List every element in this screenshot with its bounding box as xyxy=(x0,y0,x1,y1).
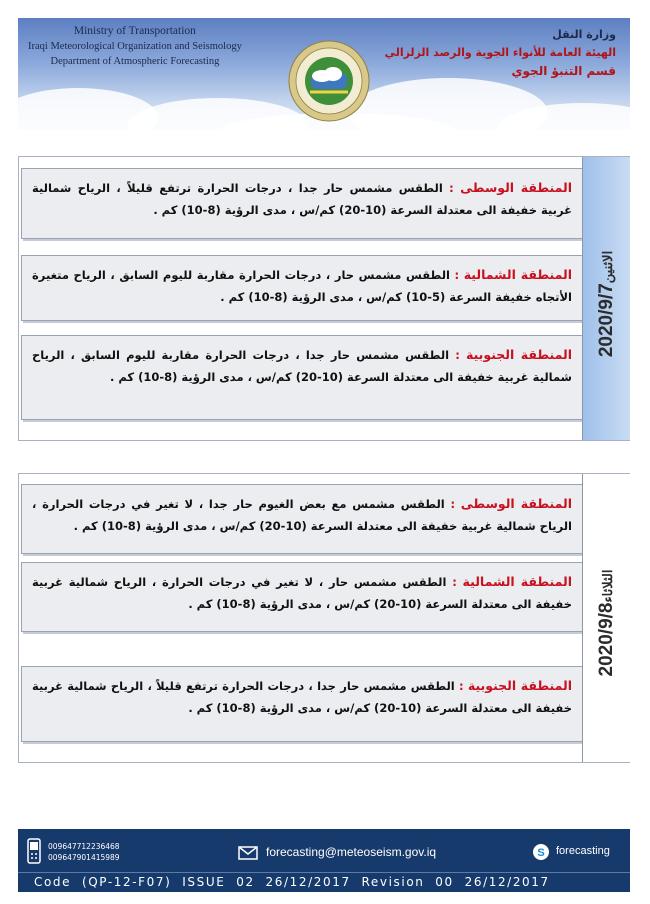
forecast-text: الطقس مشمس حار جدا ، درجات الحرارة ترتفع قليلاً ، الرياح شمالية غربية خفيفة الى معتدلة السرعة (10-20) كم/س ، مدى الرؤية (8-10) كم . xyxy=(32,679,572,715)
forecast-text: الطقس مشمس حار جدا ، درجات الحرارة مقاربة لليوم السابق ، الرياح شمالية غربية خفيفة الى معتدلة السرعة (10-20) كم/س ، مدى الرؤية (8-10) كم . xyxy=(32,348,572,384)
day-name: الاثنين xyxy=(599,250,615,283)
forecast-day-1 xyxy=(18,156,630,441)
day-name: الثلاثاء xyxy=(599,569,615,603)
region-name: المنطقة الوسطى xyxy=(460,496,572,511)
region-name: المنطقة الشمالية xyxy=(462,574,573,589)
svg-text:S: S xyxy=(537,847,545,859)
region-name: المنطقة الجنوبية xyxy=(467,678,572,693)
skype-handle[interactable]: forecasting xyxy=(556,845,610,857)
department-name-ar: قسم التنبؤ الجوي xyxy=(511,64,616,78)
email-link[interactable]: forecasting@meteoseism.gov.iq xyxy=(266,845,437,859)
region-name: المنطقة الوسطى xyxy=(460,180,572,195)
organization-name-en: Iraqi Meteorological Organization and Seismology xyxy=(28,41,242,52)
page-header xyxy=(18,18,630,130)
phone-number[interactable]: 009647712236468 xyxy=(48,842,120,851)
region-name: المنطقة الجنوبية xyxy=(465,347,572,362)
phone-numbers xyxy=(48,841,120,863)
region-name: المنطقة الشمالية xyxy=(463,267,572,282)
date-panel xyxy=(582,157,630,440)
forecast-text: الطقس مشمس مع بعض الغيوم حار جدا ، لا تغير في درجات الحرارة ، الرياح شمالية غربية خفيفة الى معتدلة السرعة (10-20) كم/س ، مدى الرؤية (8-10) كم . xyxy=(32,497,572,533)
page-footer xyxy=(18,829,630,892)
organization-name-ar: الهيئة العامة للأنواء الجوية والرصد الزلزالي xyxy=(384,46,616,59)
skype-icon xyxy=(532,843,550,861)
mobile-phone-icon xyxy=(26,837,42,865)
forecast-text: الطقس مشمس حار ، لا تغير في درجات الحرارة ، الرياح شمالية غربية خفيفة الى معتدلة السرعة (10-20) كم/س ، مدى الرؤية (8-10) كم . xyxy=(32,575,572,611)
forecast-date: 2020/9/8الثلاثاء xyxy=(595,569,617,677)
forecast-date: 2020/9/7الاثنين xyxy=(595,250,617,357)
header-english-title xyxy=(28,24,242,69)
forecast-text: الطقس مشمس حار ، درجات الحرارة مقاربة لليوم السابق ، الرياح متغيرة الأتجاه خفيفة السرعة (5-10) كم/س ، مدى الرؤية (8-10) كم . xyxy=(32,268,572,304)
header-arabic-title xyxy=(385,26,616,80)
forecast-text: الطقس مشمس حار جدا ، درجات الحرارة ترتفع قليلاً ، الرياح شمالية غربية خفيفة الى معتدلة السرعة (10-20) كم/س ، مدى الرؤية (8-10) كم . xyxy=(32,181,572,217)
forecast-card-southern: المنطقة الجنوبية : الطقس مشمس حار جدا ، درجات الحرارة مقاربة لليوم السابق ، الرياح شمالية غربية خفيفة الى معتدلة السرعة (10-20) كم/س ، مدى الرؤية (8-10) كم . xyxy=(21,335,585,420)
ministry-name-en: Ministry of Transportation xyxy=(73,25,196,37)
forecast-card-central: المنطقة الوسطى : الطقس مشمس حار جدا ، درجات الحرارة ترتفع قليلاً ، الرياح شمالية غربية خفيفة الى معتدلة السرعة (10-20) كم/س ، مدى الرؤية (8-10) كم . xyxy=(21,168,585,239)
footer-divider xyxy=(18,872,630,873)
forecast-card-southern: المنطقة الجنوبية : الطقس مشمس حار جدا ، درجات الحرارة ترتفع قليلاً ، الرياح شمالية غربية خفيفة الى معتدلة السرعة (10-20) كم/س ، مدى الرؤية (8-10) كم . xyxy=(21,666,585,742)
forecast-card-central: المنطقة الوسطى : الطقس مشمس مع بعض الغيوم حار جدا ، لا تغير في درجات الحرارة ، الرياح شمالية غربية خفيفة الى معتدلة السرعة (10-20) كم/س ، مدى الرؤية (8-10) كم . xyxy=(21,484,585,554)
date-panel xyxy=(582,474,630,762)
document-code-line: Code (QP-12-F07) ISSUE 02 26/12/2017 Revision 00 26/12/2017 xyxy=(34,875,550,889)
ministry-name-ar: وزارة النقل xyxy=(552,28,616,41)
envelope-icon xyxy=(238,846,258,860)
forecast-day-2 xyxy=(18,473,630,763)
department-name-en: Department of Atmospheric Forecasting xyxy=(50,56,220,67)
forecast-card-northern: المنطقة الشمالية : الطقس مشمس حار ، لا تغير في درجات الحرارة ، الرياح شمالية غربية خفيفة الى معتدلة السرعة (10-20) كم/س ، مدى الرؤية (8-10) كم . xyxy=(21,562,585,632)
organization-logo-icon xyxy=(288,40,370,122)
forecast-card-northern: المنطقة الشمالية : الطقس مشمس حار ، درجات الحرارة مقاربة لليوم السابق ، الرياح متغيرة الأتجاه خفيفة السرعة (5-10) كم/س ، مدى الرؤية (8-10) كم . xyxy=(21,255,585,321)
phone-number[interactable]: 009647901415989 xyxy=(48,853,120,862)
